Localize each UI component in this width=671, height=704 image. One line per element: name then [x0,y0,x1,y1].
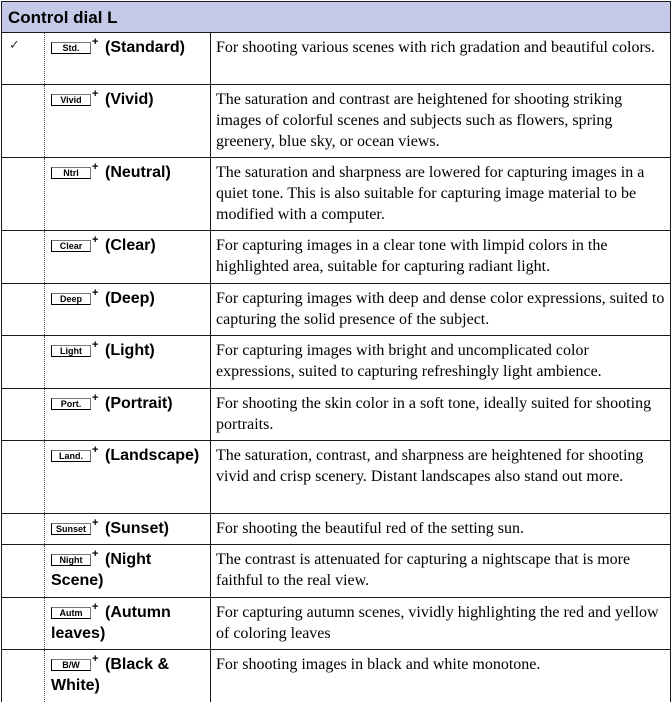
style-label: (Vivid) [105,91,154,108]
style-description: For shooting images in black and white monotone. [216,656,541,673]
checkmark-icon: ✓ [9,38,20,53]
table-row [2,514,670,545]
style-cell [45,514,211,544]
selection-cell [2,650,45,702]
selection-cell [2,545,45,597]
style-description: The saturation and sharpness are lowered for capturing images in a quiet tone. This is also suitable for capturing image material to be modified with a computer. [216,164,645,223]
deep-style-icon: Deep + [51,293,91,305]
selection-cell [2,441,45,513]
night-scene-style-icon: Night + [51,554,91,566]
style-label: (Light) [105,342,155,359]
style-description: For shooting the skin color in a soft tone, ideally suited for shooting portraits. [216,395,652,433]
style-description: For capturing autumn scenes, vividly highlighting the red and yellow of coloring leaves [216,604,659,642]
style-description: For capturing images in a clear tone with limpid colors in the highlighted area, suitable for capturing radiant light. [216,237,608,275]
style-cell [45,33,211,84]
light-style-icon: Light + [51,345,91,357]
black-white-style-icon: B/W + [51,659,91,671]
style-cell [45,545,211,597]
style-label: (Autumn leaves) [51,604,171,642]
neutral-style-icon: Ntrl + [51,167,91,179]
autumn-leaves-style-icon: Autm + [51,607,91,619]
selection-cell [2,514,45,544]
table-header: Control dial L [2,2,670,33]
selection-cell [2,85,45,157]
standard-style-icon: Std. + [51,42,91,54]
style-label: (Clear) [105,237,156,254]
table-row [2,33,670,85]
selection-cell [2,158,45,230]
style-cell [45,158,211,230]
selection-cell [2,389,45,440]
style-label: (Standard) [105,39,185,56]
style-description: The contrast is attenuated for capturing a nightscape that is more faithful to the real view. [216,551,631,589]
table-row [2,441,670,514]
sunset-style-icon: Sunset + [51,523,91,535]
style-description: The saturation, contrast, and sharpness are heightened for shooting vivid and crisp scenery. Distant landscapes also stand out more. [216,447,644,485]
style-description: The saturation and contrast are heightened for shooting striking images of colorful scenes and subjects such as flowers, spring greenery, blue sky, or ocean views. [216,91,623,150]
control-dial-table [1,1,671,702]
table-row [2,336,670,389]
clear-style-icon: Clear + [51,240,91,252]
style-cell [45,441,211,513]
table-row [2,85,670,158]
table-row [2,545,670,598]
style-label: (Black & White) [51,656,170,694]
style-description: For capturing images with bright and uncomplicated color expressions, suited to capturing refreshingly light ambience. [216,342,602,380]
style-description: For shooting various scenes with rich gradation and beautiful colors. [216,39,656,56]
style-label: (Night Scene) [51,551,152,589]
style-cell [45,85,211,157]
table-row [2,231,670,284]
style-cell [45,231,211,283]
table-row [2,650,670,702]
style-label: (Landscape) [105,447,200,464]
portrait-style-icon: Port. + [51,398,91,410]
selection-cell [2,598,45,649]
table-row [2,284,670,336]
landscape-style-icon: Land. + [51,450,91,462]
style-cell [45,598,211,649]
style-label: (Neutral) [105,164,171,181]
style-label: (Sunset) [105,520,169,537]
style-label: (Portrait) [105,395,173,412]
table-row [2,389,670,441]
style-description: For capturing images with deep and dense color expressions, suited to capturing the solid presence of the subject. [216,290,665,328]
selection-cell [2,231,45,283]
vivid-style-icon: Vivid + [51,94,91,106]
table-row [2,158,670,231]
style-cell [45,650,211,702]
selection-cell [2,284,45,335]
style-description: For shooting the beautiful red of the setting sun. [216,520,524,537]
selection-cell [2,336,45,388]
style-cell [45,284,211,335]
style-cell [45,336,211,388]
table-row [2,598,670,650]
style-cell [45,389,211,440]
style-label: (Deep) [105,290,155,307]
selection-cell [2,33,45,84]
